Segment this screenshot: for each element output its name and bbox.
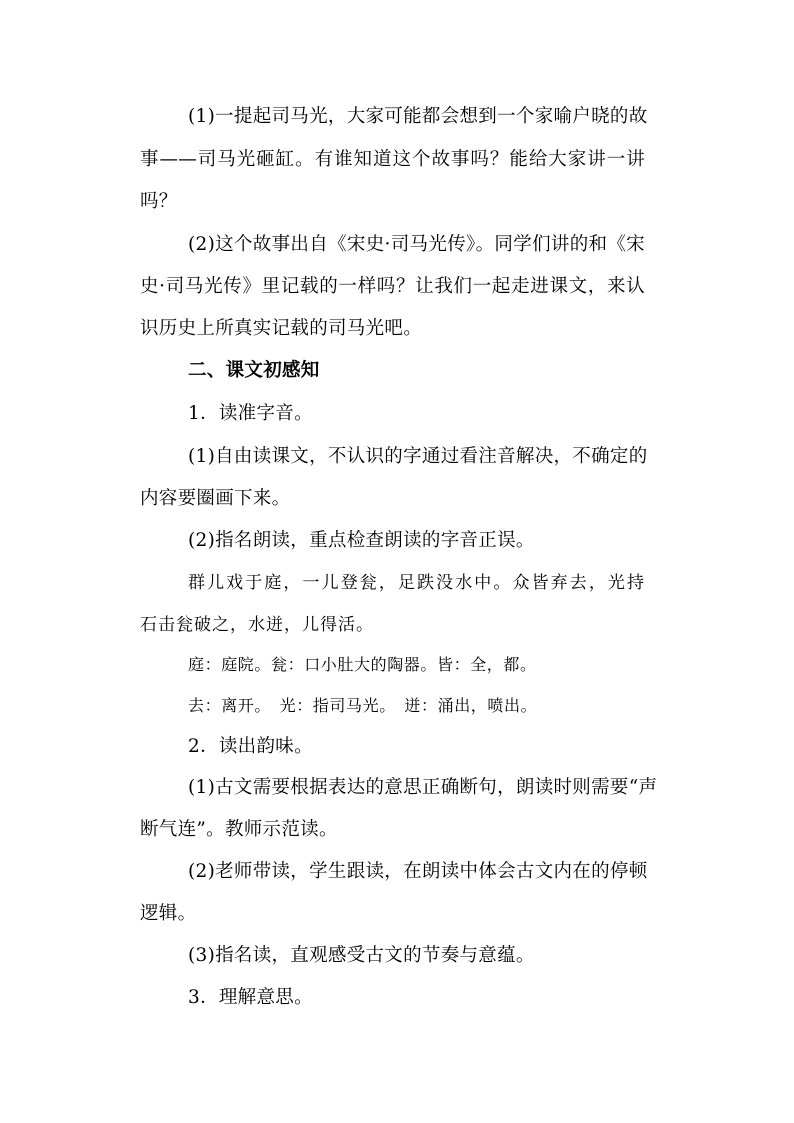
intro-q1-line-2: 事——司马光砸缸。有谁知道这个故事吗？能给大家讲一讲	[140, 149, 645, 170]
item2-step1-line-2: 断气连”。教师示范读。	[140, 819, 338, 840]
intro-q2-line-3: 识历史上所真实记载的司马光吧。	[140, 318, 423, 339]
annotation-line-2: 去：离开。 光：指司马光。 迸：涌出，喷出。	[188, 696, 538, 715]
item1-step1-line-2: 内容要圈画下来。	[140, 488, 291, 509]
item1-step1-line-1: (1)自由读课文，不认识的字通过看注音解决，不确定的	[188, 446, 648, 467]
item2-step2-line-1: (2)老师带读，学生跟读，在朗读中体会古文内在的停顿	[188, 861, 648, 882]
intro-q2-line-1: (2)这个故事出自《宋史·司马光传》。同学们讲的和《宋	[188, 234, 645, 255]
item2-step2-line-2: 逻辑。	[140, 903, 197, 924]
intro-q2-line-2: 史·司马光传》里记载的一样吗？让我们一起走进课文，来认	[140, 276, 645, 297]
classical-text-line-1: 群儿戏于庭，一儿登瓮，足跌没水中。众皆弃去，光持	[188, 573, 645, 593]
section-heading: 二、课文初感知	[188, 360, 320, 381]
item2-title: 2．读出韵味。	[188, 736, 313, 757]
item3-title: 3．理解意思。	[188, 987, 313, 1008]
item2-step1-line-1: (1)古文需要根据表达的意思正确断句，朗读时则需要“声	[188, 777, 658, 798]
intro-q1-line-3: 吗？	[140, 191, 178, 212]
item1-title: 1．读准字音。	[188, 403, 313, 424]
intro-q1-line-1: (1)一提起司马光，大家可能都会想到一个家喻户晓的故	[188, 106, 648, 127]
item2-step3: (3)指名读，直观感受古文的节奏与意蕴。	[188, 945, 535, 966]
item1-step2: (2)指名朗读，重点检查朗读的字音正误。	[188, 530, 535, 551]
classical-text-line-2: 石击瓮破之，水迸，儿得活。	[140, 615, 374, 635]
annotation-line-1: 庭：庭院。瓮：口小肚大的陶器。皆：全，都。	[188, 655, 537, 674]
